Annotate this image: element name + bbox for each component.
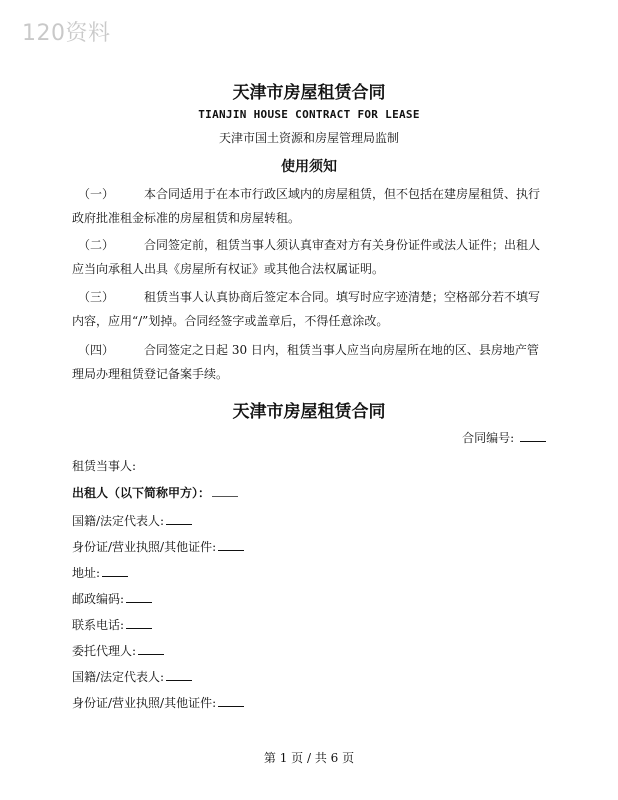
field-nationality (72, 512, 192, 529)
field-label: 国籍/法定代表人: (72, 514, 165, 528)
notice-text: 租赁当事人认真协商后签定本合同。填写时应字迹清楚；空格部分若不填写 (144, 290, 541, 304)
field-nationality (72, 668, 192, 685)
notice-text-continued: 理局办理租赁登记备案手续。 (72, 367, 229, 381)
field-label: 联系电话: (72, 618, 125, 632)
contract-number-blank[interactable] (520, 430, 546, 442)
field-phone (72, 616, 152, 633)
document-title-english: TIANJIN HOUSE CONTRACT FOR LEASE (198, 108, 420, 121)
address-blank[interactable] (102, 565, 128, 577)
document-title: 天津市房屋租赁合同 (232, 83, 386, 103)
field-address (72, 564, 128, 581)
field-label: 委托代理人: (72, 644, 137, 658)
notice-item (72, 182, 552, 230)
field-label: 邮政编码: (72, 592, 125, 606)
contract-number-label: 合同编号: (462, 431, 515, 445)
contract-title: 天津市房屋租赁合同 (232, 402, 386, 422)
notice-item (72, 338, 552, 386)
notice-label: （二） (78, 238, 115, 252)
notice-item (72, 233, 552, 281)
notice-label: （四） (78, 343, 115, 357)
agent-blank[interactable] (138, 643, 164, 655)
supervisor-line: 天津市国土资源和房屋管理局监制 (218, 131, 399, 145)
field-label: 身份证/营业执照/其他证件: (72, 696, 217, 710)
contract-number (462, 429, 546, 446)
field-label: 国籍/法定代表人: (72, 670, 165, 684)
notice-text-continued: 应当向承租人出具《房屋所有权证》或其他合法权属证明。 (72, 262, 385, 276)
page-footer: 第 1 页 / 共 6 页 (263, 751, 355, 765)
field-agent (72, 642, 164, 659)
notice-text: 合同签定之日起 30 日内，租赁当事人应当向房屋所在地的区、县房地产管 (144, 343, 539, 357)
nationality-blank[interactable] (166, 669, 192, 681)
phone-blank[interactable] (126, 617, 152, 629)
notice-label: （三） (78, 290, 115, 304)
field-id (72, 538, 244, 555)
notice-text-continued: 政府批准租金标准的房屋租赁和房屋转租。 (72, 211, 301, 225)
field-lessor (72, 484, 238, 501)
field-label: 身份证/营业执照/其他证件: (72, 540, 217, 554)
notice-text: 合同签定前，租赁当事人须认真审查对方有关身份证件或法人证件；出租人 (144, 238, 541, 252)
notice-item (72, 285, 552, 333)
field-id (72, 694, 244, 711)
watermark-logo: 120资料 (22, 21, 111, 46)
field-postcode (72, 590, 152, 607)
field-label: 地址: (72, 566, 101, 580)
lessor-blank[interactable] (212, 485, 238, 497)
id-blank[interactable] (218, 539, 244, 551)
notice-heading: 使用须知 (281, 159, 337, 175)
field-label: 出租人（以下简称甲方）： (72, 486, 211, 500)
notice-text-continued: 内容，应用“/”划掉。合同经签字或盖章后，不得任意涂改。 (72, 314, 389, 328)
notice-label: （一） (78, 187, 115, 201)
postcode-blank[interactable] (126, 591, 152, 603)
notice-text: 本合同适用于在本市行政区域内的房屋租赁，但不包括在建房屋租赁、执行 (144, 187, 541, 201)
field-parties: 租赁当事人: (72, 459, 137, 473)
id-blank[interactable] (218, 695, 244, 707)
nationality-blank[interactable] (166, 513, 192, 525)
